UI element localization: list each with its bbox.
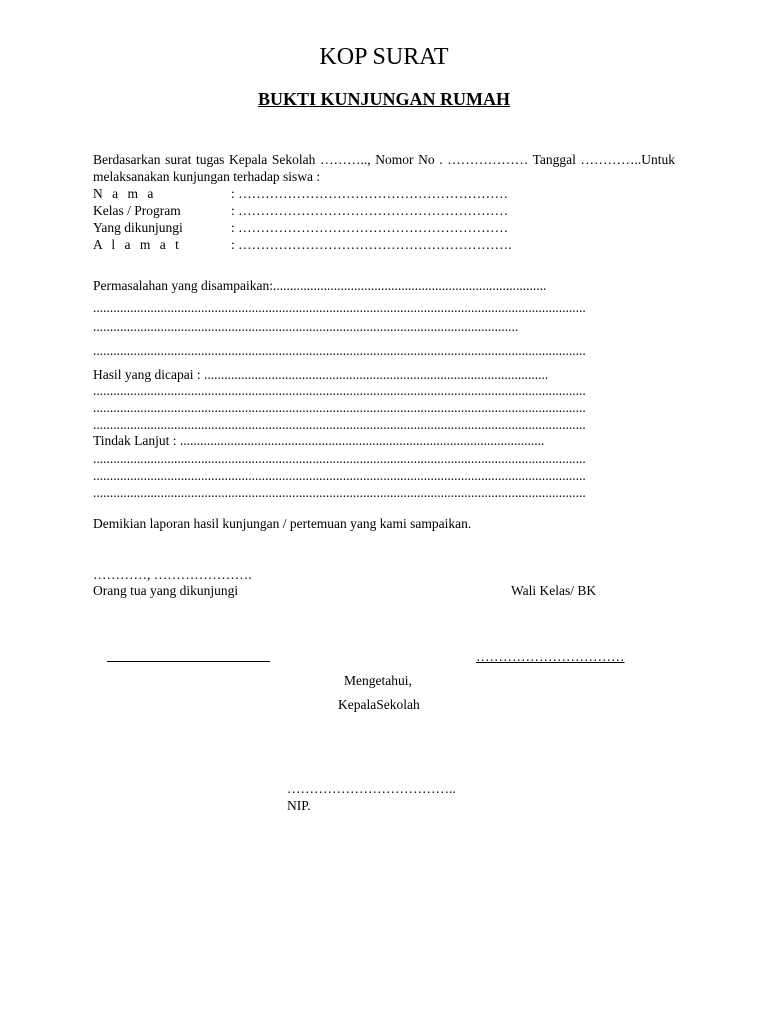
permasalahan-line: .................................................................................................................................................. [93, 343, 586, 358]
field-value-alamat: : ……………………………………………………. [231, 237, 512, 252]
document-title: BUKTI KUNJUNGAN RUMAH [258, 89, 510, 109]
permasalahan-line: .................................................................................................................................................. [93, 300, 586, 315]
hasil-line: .................................................................................................................................................. [93, 383, 586, 398]
tindak-lanjut-line: .................................................................................................................................................. [93, 468, 586, 483]
permasalahan-label: Permasalahan yang disampaikan:................................................................................. [93, 278, 547, 293]
parent-signature-label: Orang tua yang dikunjungi [93, 583, 239, 598]
field-label-kelas: Kelas / Program [93, 203, 181, 218]
field-label-alamat: A l a m a t [93, 237, 182, 252]
kepala-sekolah-label: KepalaSekolah [338, 697, 420, 712]
tindak-lanjut-label: Tindak Lanjut : ............................................................................................................ [93, 433, 545, 448]
tindak-lanjut-line: .................................................................................................................................................. [93, 485, 586, 500]
hasil-label: Hasil yang dicapai : ...................................................................................................... [93, 367, 549, 382]
intro-paragraph: Berdasarkan surat tugas Kepala Sekolah ……….., Nomor No . ……………… Tanggal …………..Untuk melaksanakan kunjungan terhadap siswa : [93, 152, 675, 184]
hasil-line: .................................................................................................................................................. [93, 417, 586, 432]
closing-statement: Demikian laporan hasil kunjungan / pertemuan yang kami sampaikan. [93, 516, 472, 531]
wali-kelas-label: Wali Kelas/ BK [511, 583, 597, 598]
field-value-kelas: : …………………………………………………… [231, 203, 509, 218]
parent-signature-line [107, 661, 270, 662]
wali-signature-line: …………………………… [476, 649, 625, 664]
hasil-line: .................................................................................................................................................. [93, 400, 586, 415]
tindak-lanjut-line: .................................................................................................................................................. [93, 451, 586, 466]
kepala-signature-line: ……………………………….. [287, 781, 456, 796]
field-label-dikunjungi: Yang dikunjungi [93, 220, 183, 235]
field-label-nama: N a m a [93, 186, 157, 201]
field-value-dikunjungi: : …………………………………………………… [231, 220, 509, 235]
place-date: …………, …………………. [93, 567, 252, 582]
field-value-nama: : …………………………………………………… [231, 186, 509, 201]
letterhead-title: KOP SURAT [319, 44, 449, 70]
permasalahan-line: .............................................................................................................................. [93, 319, 519, 334]
mengetahui-label: Mengetahui, [344, 673, 412, 688]
nip-label: NIP. [287, 798, 311, 813]
